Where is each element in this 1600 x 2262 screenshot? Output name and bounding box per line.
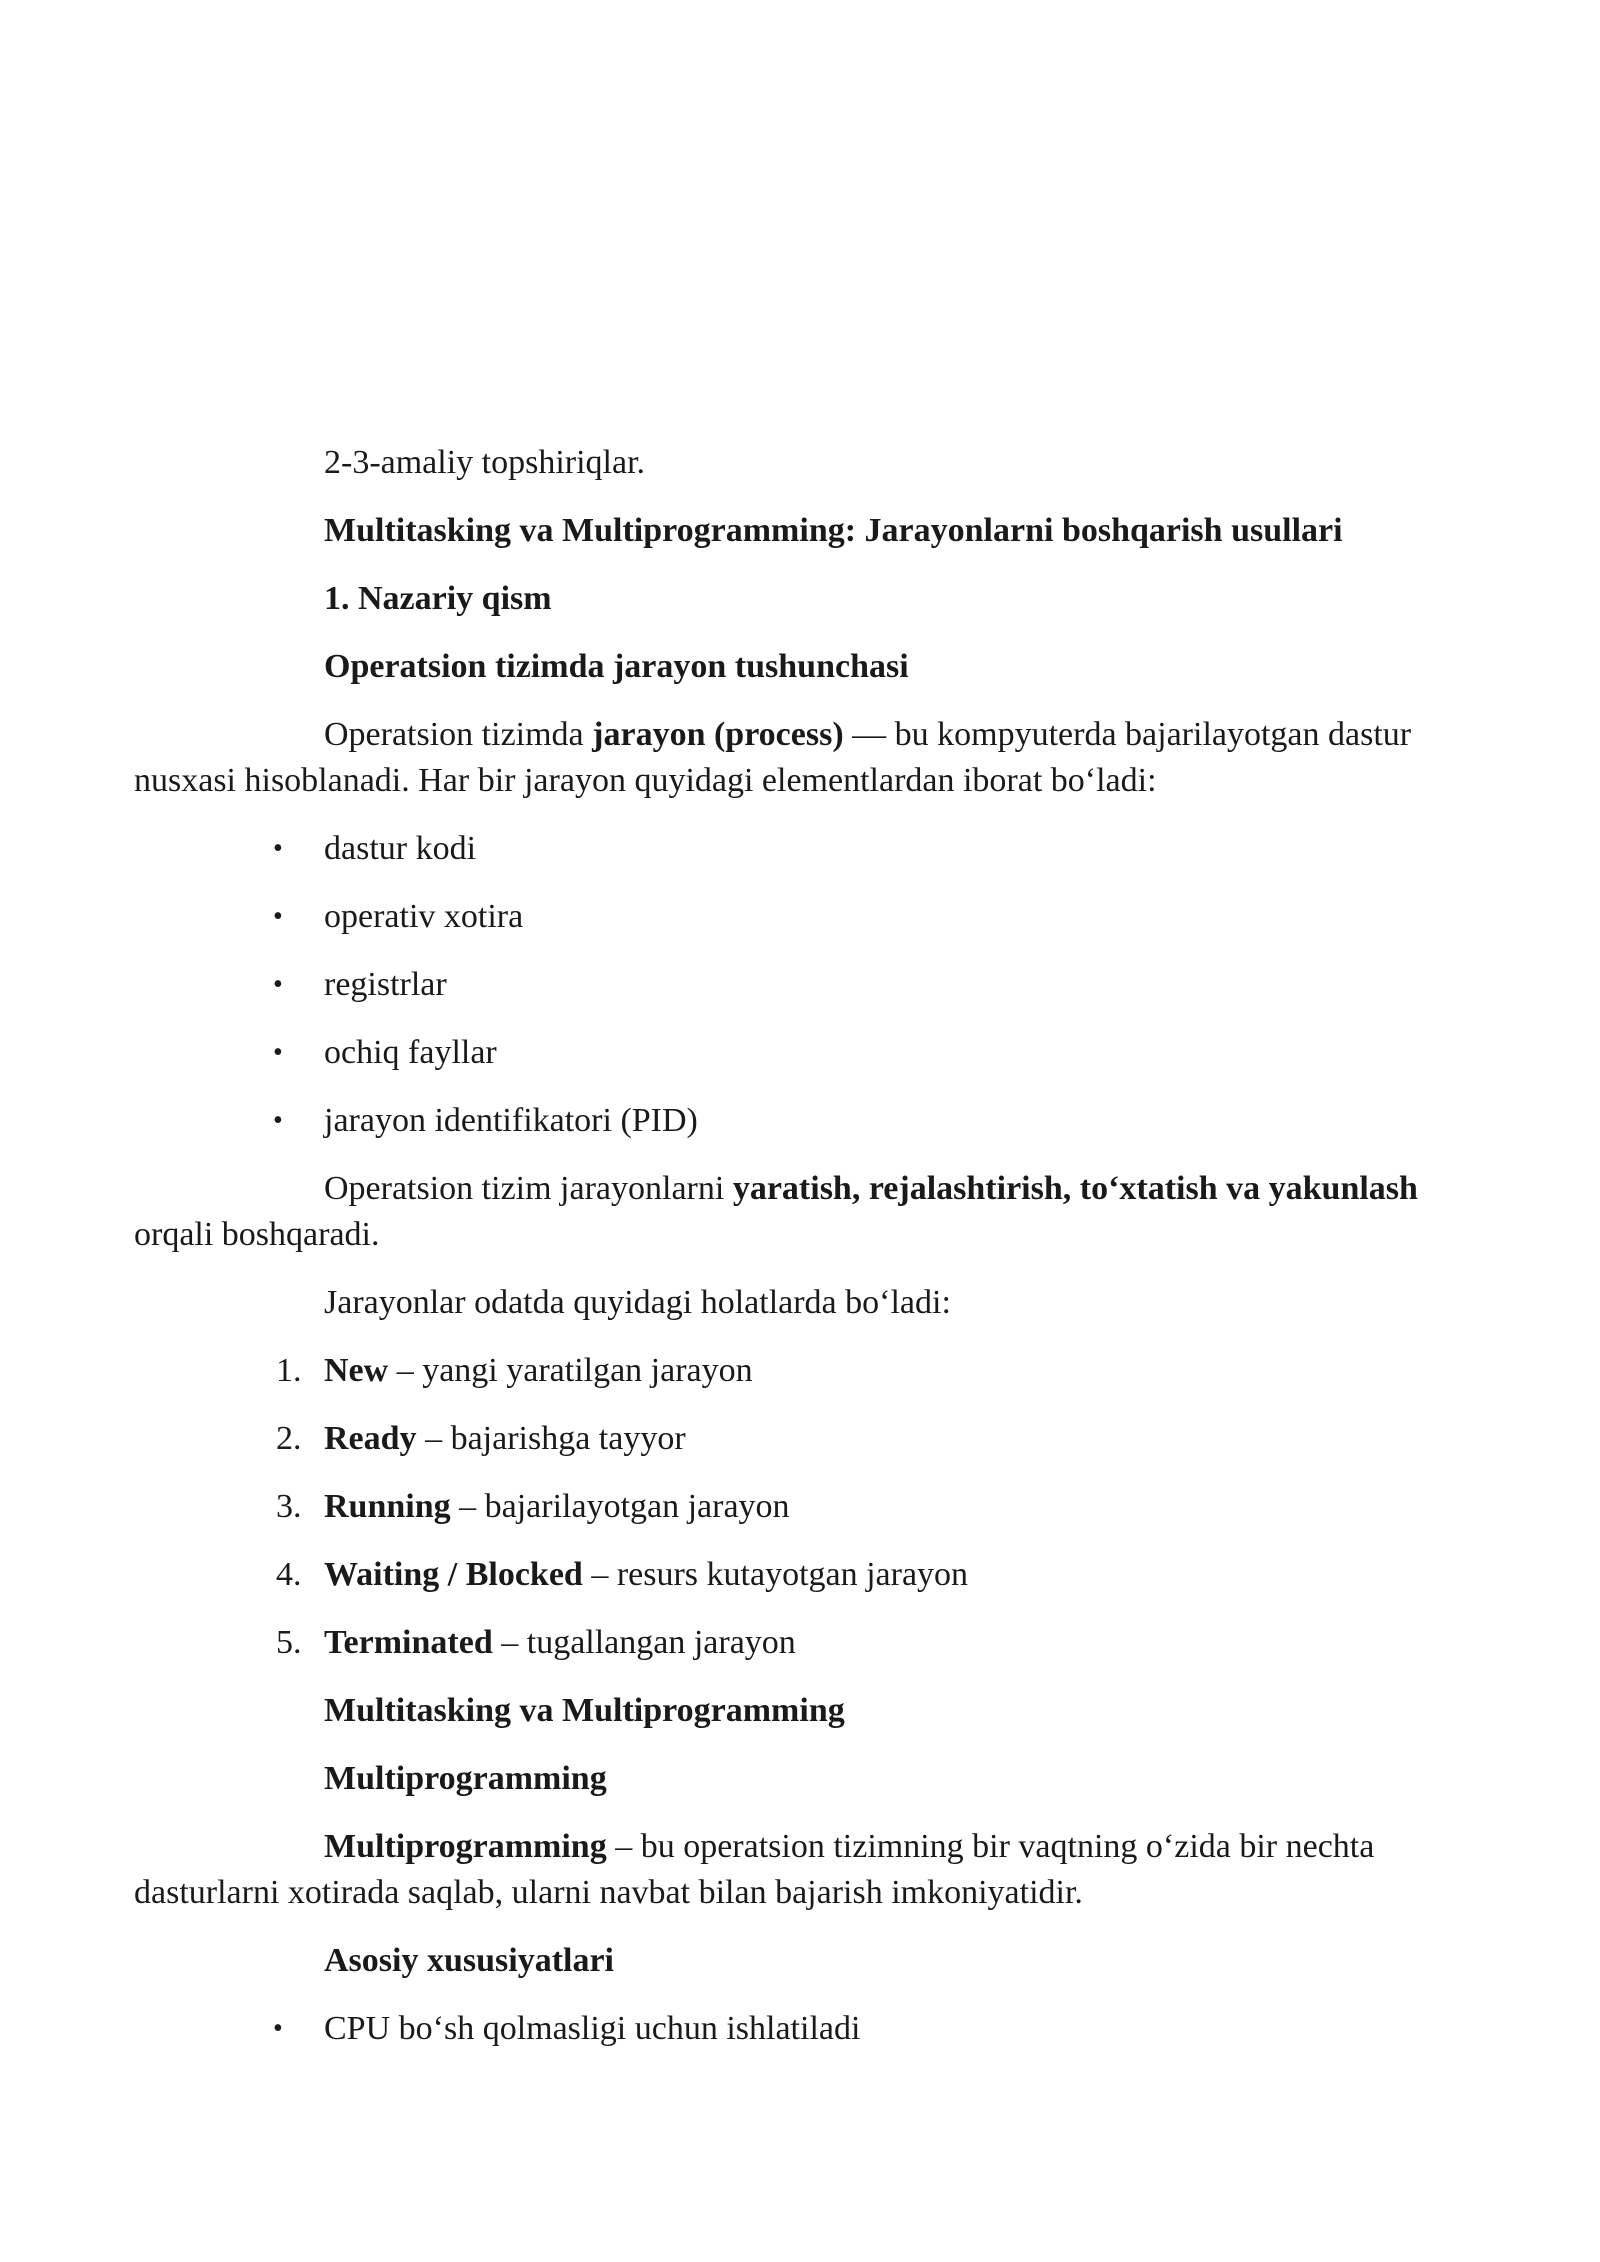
bold-term: Multiprogramming xyxy=(324,1828,607,1865)
paragraph-management xyxy=(134,1166,1469,1258)
text-segment: Operatsion tizimda xyxy=(324,716,593,753)
main-title: Multitasking va Multiprogramming: Jarayonlarni boshqarish usullari xyxy=(324,512,1343,549)
state-term: Waiting / Blocked xyxy=(324,1556,583,1593)
subsection-title: Operatsion tizimda jarayon tushunchasi xyxy=(324,648,909,685)
paragraph-multiprogramming-definition xyxy=(134,1824,1469,1916)
list-item xyxy=(229,1030,1469,1076)
list-item-text: dastur kodi xyxy=(324,830,477,867)
state-term: New xyxy=(324,1352,389,1389)
list-number: 4. xyxy=(276,1556,302,1593)
bullet-icon: • xyxy=(273,901,283,932)
states-list xyxy=(229,1348,1469,1666)
list-item-text: CPU bo‘sh qolmasligi uchun ishlatiladi xyxy=(324,2010,861,2047)
list-item xyxy=(229,826,1469,872)
list-number: 3. xyxy=(276,1488,302,1525)
state-term: Terminated xyxy=(324,1624,493,1661)
state-description: – resurs kutayotgan jarayon xyxy=(582,1556,969,1593)
list-item xyxy=(229,1484,1469,1530)
state-description: – bajarilayotgan jarayon xyxy=(450,1488,790,1525)
bullet-icon: • xyxy=(273,1037,283,1068)
document-body xyxy=(134,440,1469,2074)
state-description: – yangi yaratilgan jarayon xyxy=(388,1352,753,1389)
list-item xyxy=(229,1416,1469,1462)
list-item xyxy=(229,2006,1469,2052)
list-item xyxy=(229,894,1469,940)
bullet-icon: • xyxy=(273,1105,283,1136)
heading-multiprogramming: Multiprogramming xyxy=(324,1760,607,1797)
text-segment: – bu operatsion tizimning bir vaqtning o‘zida bir nechta dasturlarni xotirada saqlab, ularni navbat bilan bajarish imkoniyatidir. xyxy=(134,1828,1375,1911)
paragraph-process-definition xyxy=(134,712,1469,804)
elements-list xyxy=(229,826,1469,1144)
text-segment: — bu kompyuterda bajarilayotgan dastur nusxasi hisoblanadi. Har bir jarayon quyidagi elementlardan iborat bo‘ladi: xyxy=(134,716,1412,799)
bold-term: yaratish, rejalashtirish, to‘xtatish va yakunlash xyxy=(732,1170,1418,1207)
bullet-icon: • xyxy=(273,2013,283,2044)
list-item-text: ochiq fayllar xyxy=(324,1034,497,1071)
list-item-text: jarayon identifikatori (PID) xyxy=(324,1102,698,1139)
list-item xyxy=(229,1552,1469,1598)
state-term: Running xyxy=(324,1488,451,1525)
bullet-icon: • xyxy=(273,969,283,1000)
list-number: 2. xyxy=(276,1420,302,1457)
section-title: 1. Nazariy qism xyxy=(324,580,552,617)
list-item xyxy=(229,1620,1469,1666)
list-item-text: operativ xotira xyxy=(324,898,524,935)
list-number: 5. xyxy=(276,1624,302,1661)
list-item xyxy=(229,962,1469,1008)
list-item xyxy=(229,1098,1469,1144)
bullet-icon: • xyxy=(273,833,283,864)
state-description: – tugallangan jarayon xyxy=(492,1624,796,1661)
assignment-title: 2-3-amaliy topshiriqlar. xyxy=(324,444,646,481)
list-item-text: registrlar xyxy=(324,966,447,1003)
text-segment: orqali boshqaradi. xyxy=(134,1216,380,1253)
heading-features: Asosiy xususiyatlari xyxy=(324,1942,614,1979)
heading-multitasking-multiprogramming: Multitasking va Multiprogramming xyxy=(324,1692,845,1729)
state-term: Ready xyxy=(324,1420,417,1457)
state-description: – bajarishga tayyor xyxy=(416,1420,686,1457)
features-list xyxy=(229,2006,1469,2052)
text-segment: Operatsion tizim jarayonlarni xyxy=(324,1170,733,1207)
list-number: 1. xyxy=(276,1352,302,1389)
bold-term: jarayon (process) xyxy=(592,716,844,753)
list-item xyxy=(229,1348,1469,1394)
paragraph-states-intro: Jarayonlar odatda quyidagi holatlarda bo‘ladi: xyxy=(324,1284,951,1321)
